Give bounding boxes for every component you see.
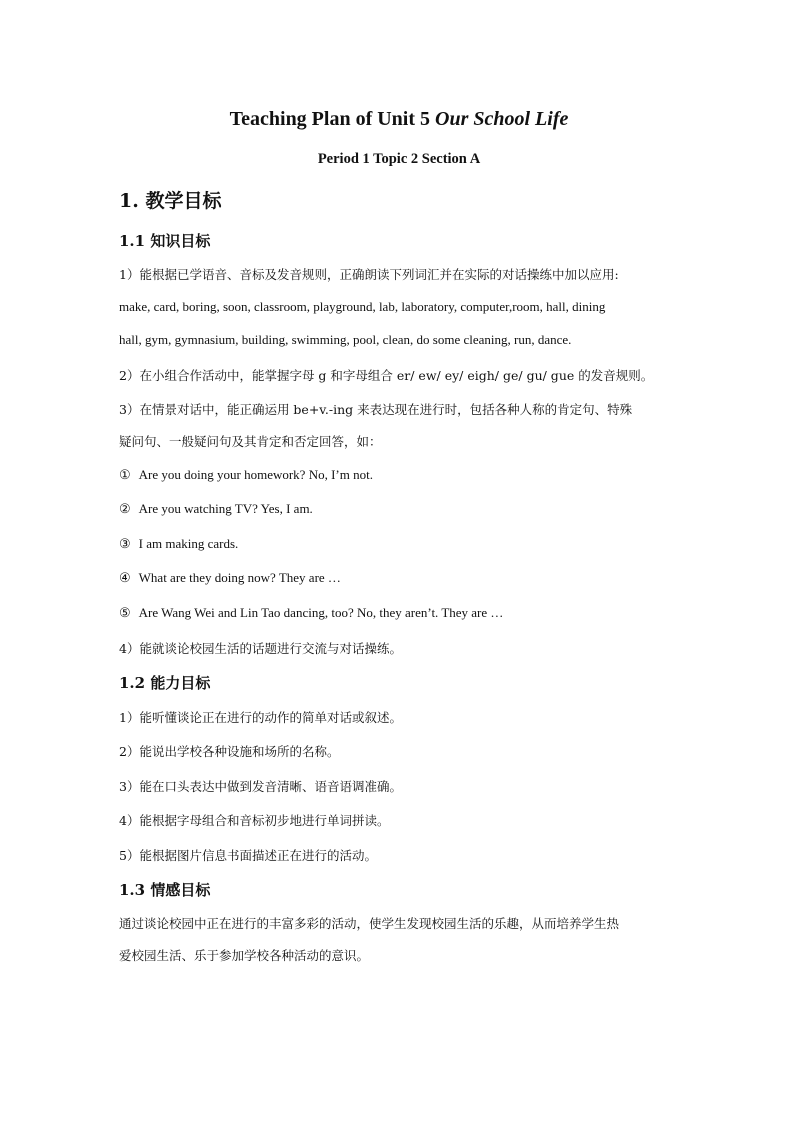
example-sentence-4 — [119, 570, 341, 586]
example-number: ⑤ — [119, 605, 131, 620]
emotion-line-2: 爱校园生活、乐于参加学校各种活动的意识。 — [119, 948, 370, 963]
example-text: What are they doing now? They are … — [138, 570, 341, 585]
subsection-heading-emotion: 1.3 情感目标 — [119, 881, 211, 899]
ability-item-4: 4）能根据字母组合和音标初步地进行单词拼读。 — [119, 813, 390, 828]
example-number: ④ — [119, 570, 131, 585]
subsection-heading-ability: 1.2 能力目标 — [119, 674, 211, 692]
knowledge-item-3: 3）在情景对话中，能正确运用 be+v.-ing 来表达现在进行时，包括各种人称的肯定句、特殊 — [119, 402, 633, 417]
knowledge-item-2: 2）在小组合作活动中，能掌握字母 g 和字母组合 er/ ew/ ey/ eigh/ ge/ gu/ gue 的发音规则。 — [119, 368, 654, 383]
example-text: Are you watching TV? Yes, I am. — [138, 501, 313, 516]
ability-item-1: 1）能听懂谈论正在进行的动作的简单对话或叙述。 — [119, 710, 402, 725]
knowledge-item-3-continued: 疑问句、一般疑问句及其肯定和否定回答，如： — [119, 434, 382, 449]
emotion-line-1: 通过谈论校园中正在进行的丰富多彩的活动，使学生发现校园生活的乐趣，从而培养学生热 — [119, 916, 620, 931]
example-text: Are Wang Wei and Lin Tao dancing, too? No, they aren’t. They are … — [138, 605, 504, 620]
example-sentence-3 — [119, 536, 238, 552]
example-number: ① — [119, 467, 131, 482]
document-subtitle: Period 1 Topic 2 Section A — [317, 151, 481, 167]
document-title — [119, 108, 679, 131]
example-sentence-5 — [119, 605, 503, 621]
title-italic-text: Our School Life — [435, 108, 569, 130]
ability-item-3: 3）能在口头表达中做到发音清晰、语音语调准确。 — [119, 779, 402, 794]
example-sentence-1 — [119, 467, 373, 483]
example-number: ③ — [119, 536, 131, 551]
section-heading-teaching-goals: 1. 教学目标 — [119, 190, 222, 212]
subsection-heading-knowledge: 1.1 知识目标 — [119, 232, 211, 250]
vocabulary-line-1: make, card, boring, soon, classroom, playground, lab, laboratory, computer,room, hall, dining — [119, 299, 606, 314]
example-text: Are you doing your homework? No, I’m not. — [138, 467, 373, 482]
ability-item-5: 5）能根据图片信息书面描述正在进行的活动。 — [119, 848, 377, 863]
title-text: Teaching Plan of Unit 5 — [229, 108, 436, 130]
knowledge-item-4: 4）能就谈论校园生活的话题进行交流与对话操练。 — [119, 641, 402, 656]
knowledge-item-1: 1）能根据已学语音、音标及发音规则，正确朗读下列词汇并在实际的对话操练中加以应用: — [119, 267, 619, 282]
vocabulary-line-2: hall, gym, gymnasium, building, swimming, pool, clean, do some cleaning, run, dance. — [119, 332, 572, 347]
example-text: I am making cards. — [138, 536, 239, 551]
ability-item-2: 2）能说出学校各种设施和场所的名称。 — [119, 744, 340, 759]
example-sentence-2 — [119, 501, 313, 517]
example-number: ② — [119, 501, 131, 516]
